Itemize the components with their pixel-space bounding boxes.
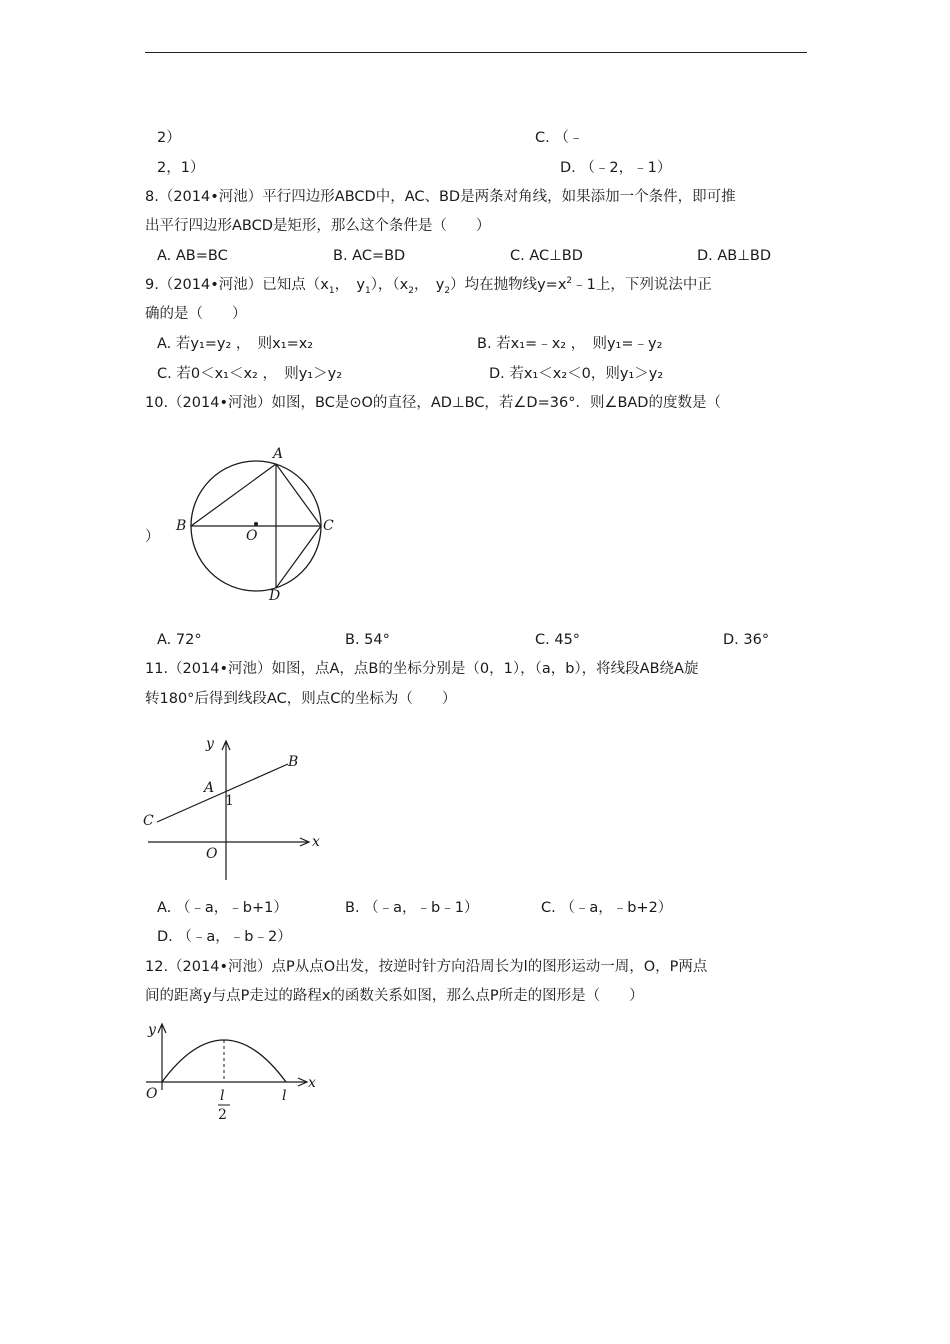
q11-stem-line2: 转180°后得到线段AC，则点C的坐标为（ ） — [145, 691, 457, 707]
label-a: A — [273, 446, 284, 462]
label-x: x — [308, 1075, 316, 1091]
q9-option-a: A. 若y₁=y₂ ， 则x₁=x₂ — [157, 336, 314, 352]
label-o: O — [206, 846, 218, 862]
q8-stem-line2: 出平行四边形ABCD是矩形，那么这个条件是（ ） — [145, 218, 491, 234]
q11-option-c: C. （﹣a，﹣b+2） — [541, 900, 673, 916]
q7-option-c-start: C. （﹣ — [535, 130, 584, 146]
label-b: B — [176, 518, 187, 534]
q9-option-d: D. 若x₁＜x₂＜0，则y₁＞y₂ — [489, 366, 664, 382]
label-d: D — [269, 588, 281, 604]
q10-option-b: B. 54° — [345, 632, 390, 648]
label-o: O — [146, 1086, 158, 1102]
segment-ab — [191, 464, 276, 526]
label-x: x — [312, 834, 320, 850]
q8-option-c: C. AC⊥BD — [510, 248, 583, 264]
q10-option-d: D. 36° — [723, 632, 770, 648]
q12-stem-line2: 间的距离y与点P走过的路程x的函数关系如图，那么点P所走的图形是（ ） — [145, 988, 644, 1004]
label-half-denominator: 2 — [218, 1107, 227, 1123]
q7-fragment-b-end: 2） — [157, 130, 181, 146]
segment-dc — [276, 526, 321, 588]
q10-stem-close: ） — [145, 529, 160, 545]
q11-stem-line1: 11.（2014•河池）如图，点A，点B的坐标分别是（0，1），（a，b），将线段AB绕A旋 — [145, 661, 699, 677]
q9-stem-line1: 9.（2014•河池）已知点（$x_1$， $y_1$），（$x_2$， $y_2$）均在抛物线$y=x^2﹣1$上，下列说法中正 — [145, 276, 712, 296]
q10-option-c: C. 45° — [535, 632, 581, 648]
q12-graph-figure — [140, 1020, 330, 1130]
q10-option-a: A. 72° — [157, 632, 202, 648]
label-a: A — [204, 780, 215, 796]
q7-fragment-c-end: 2，1） — [157, 160, 205, 176]
q8-stem-line1: 8.（2014•河池）平行四边形ABCD中，AC、BD是两条对角线，如果添加一个条件，即可推 — [145, 189, 736, 205]
label-y: y — [206, 736, 214, 752]
label-b: B — [288, 754, 299, 770]
q11-coordinate-figure — [140, 730, 330, 885]
label-o: O — [246, 528, 258, 544]
label-c: C — [323, 518, 334, 534]
q8-option-a: A. AB=BC — [157, 248, 228, 264]
center-dot — [254, 522, 258, 526]
label-one: 1 — [225, 793, 234, 809]
q10-circle-figure — [170, 440, 345, 610]
q9-option-b: B. 若x₁=﹣x₂ ， 则y₁=﹣y₂ — [477, 336, 663, 352]
label-half-numerator: l — [220, 1088, 225, 1104]
segment-ac — [276, 464, 321, 526]
q11-option-b: B. （﹣a，﹣b﹣1） — [345, 900, 479, 916]
header-rule — [145, 52, 807, 53]
q11-option-a: A. （﹣a，﹣b+1） — [157, 900, 288, 916]
label-l: l — [282, 1088, 287, 1104]
q8-option-d: D. AB⊥BD — [697, 248, 771, 264]
segment-cb — [157, 764, 288, 822]
q7-option-d: D. （﹣2，﹣1） — [560, 160, 672, 176]
q12-stem-line1: 12.（2014•河池）点P从点O出发，按逆时针方向沿周长为l的图形运动一周，O，P两点 — [145, 959, 708, 975]
q10-stem: 10.（2014•河池）如图，BC是⊙O的直径，AD⊥BC，若∠D=36°．则∠BAD的度数是（ — [145, 395, 721, 411]
q8-option-b: B. AC=BD — [333, 248, 406, 264]
label-c: C — [143, 813, 154, 829]
q11-option-d: D. （﹣a，﹣b﹣2） — [157, 929, 292, 945]
q9-option-c: C. 若0＜x₁＜x₂ ， 则y₁＞y₂ — [157, 366, 343, 382]
label-y: y — [148, 1022, 156, 1038]
q9-stem-line2: 确的是（ ） — [145, 306, 247, 322]
